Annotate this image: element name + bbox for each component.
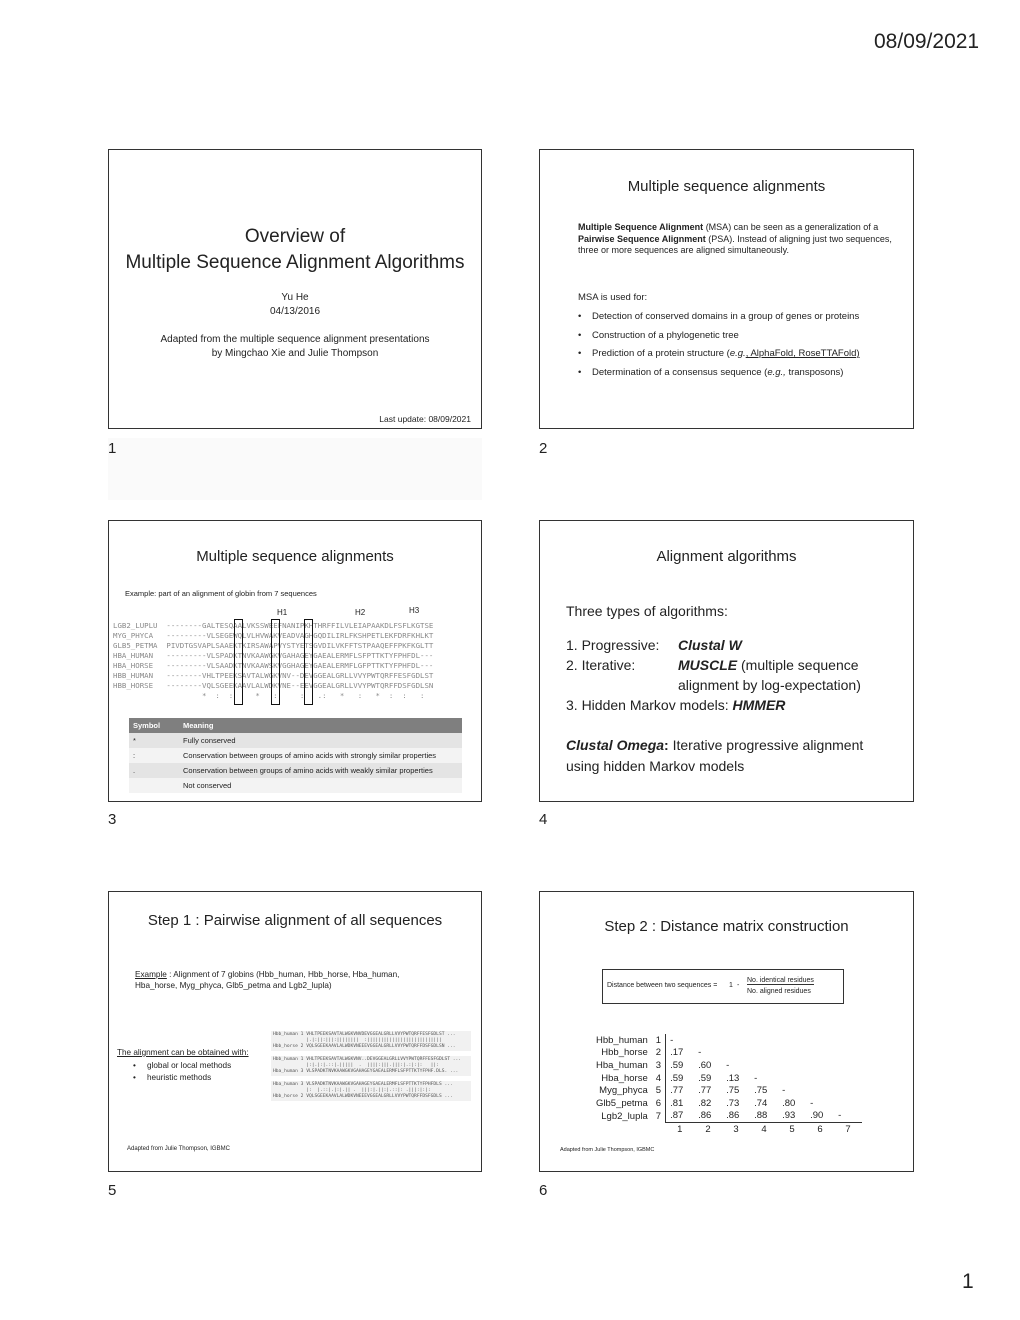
helix-label-h1: H1 — [277, 608, 288, 617]
matrix-cell — [806, 1084, 834, 1097]
helix-label-h3: H3 — [409, 606, 420, 615]
matrix-cell — [750, 1047, 778, 1060]
slide-title-line2: Multiple Sequence Alignment Algorithms — [125, 252, 465, 273]
uses-list — [578, 308, 908, 382]
seq-a: Hba_human 3 VLSPADKTNVKAAWGKVGAHAGEYGAEALERMFLSFPTTKTYFPHFDLS ... — [273, 1082, 453, 1087]
methods-list — [133, 1060, 231, 1084]
sequence-name: MYG_PHYCA — [113, 631, 167, 640]
matrix-cell: - — [782, 1085, 786, 1097]
matrix-row — [592, 1072, 862, 1085]
table-row — [129, 763, 462, 778]
row-label: Myg_phyca — [599, 1085, 648, 1097]
seq-b: Hba_human 3 VLSPADKTNVKAAWGKVGAHAGEYGAEALERMFLSFPTTKTYFPHF.DLS. ... — [273, 1069, 459, 1074]
matrix-row — [592, 1110, 862, 1123]
row-label: Lgb2_lupla — [601, 1110, 648, 1122]
matrix-cell: .75 — [754, 1085, 768, 1097]
row-index: 4 — [652, 1072, 666, 1085]
table-row — [129, 748, 462, 763]
sequence-text: --------VHLTPEEKSAVTALWGKVNV--DEVGGEALGRLLVVYPWTQRFFESFGDLST — [166, 671, 434, 680]
sequence-text: --------GALTESQAALVKSSWEEFNANIPKHTHRFFILVLEIAPAAKDLFSFLKGTSE — [166, 621, 434, 630]
matrix-cell — [834, 1072, 862, 1085]
matrix-cell — [806, 1059, 834, 1072]
matrix-cell: - — [810, 1097, 814, 1109]
matrix-cell: .88 — [754, 1110, 768, 1122]
matrix-cell — [834, 1059, 862, 1072]
example-caption: Example: part of an alignment of globin from 7 sequences — [125, 589, 317, 598]
matrix-row — [592, 1059, 862, 1072]
row-label: Hba_human — [596, 1059, 648, 1071]
slide-number-2: 2 — [539, 440, 548, 457]
matrix-cell — [694, 1034, 722, 1047]
matrix-cell: .87 — [670, 1110, 684, 1122]
list-item: • Prediction of a protein structure (e.g., AlphaFold, RoseTTAFold) — [578, 345, 908, 364]
symbol-legend-table — [129, 718, 462, 793]
matrix-cell — [778, 1072, 806, 1085]
slide-5 — [108, 891, 482, 1172]
slide-4 — [539, 520, 914, 802]
row-label: Glb5_petma — [596, 1097, 648, 1109]
slide-number-5: 5 — [108, 1182, 117, 1199]
matrix-cell — [806, 1047, 834, 1060]
consensus-line: * : : * : : .: * : * : : : — [113, 691, 425, 700]
pairwise-block — [271, 1056, 471, 1076]
slide-number-1: 1 — [108, 440, 117, 457]
row-index: 5 — [652, 1084, 666, 1097]
row-index: 7 — [652, 1110, 666, 1123]
credit: Adapted from Julie Thompson, IGBMC — [560, 1147, 655, 1153]
matrix-cell: .59 — [670, 1059, 684, 1071]
symbol-cell — [129, 778, 179, 793]
matrix-cell: .73 — [726, 1097, 740, 1109]
formula-label: Distance between two sequences = — [607, 982, 718, 989]
column-label: 7 — [834, 1123, 862, 1136]
pairwise-alignments — [271, 1031, 471, 1106]
matrix-cell: .60 — [698, 1059, 712, 1071]
sequence-text: PIVDTGSVAPLSAAEKTKIRSAWAPVYSTYETSGVDILVKFFTSTPAAQEFFPKFKGLTT — [166, 641, 434, 650]
msa-definition — [578, 222, 900, 257]
matrix-cell — [834, 1047, 862, 1060]
matrix-cell: - — [726, 1059, 730, 1071]
matrix-cell: .17 — [670, 1047, 684, 1059]
matrix-cell: .77 — [670, 1085, 684, 1097]
matrix-cell: - — [670, 1034, 674, 1046]
sequence-name: HBB_HUMAN — [113, 671, 167, 680]
formula-numerator: No. identical residues — [747, 977, 814, 984]
example-description: Example : Alignment of 7 globins (Hbb_human, Hbb_horse, Hba_human, Hba_horse, Myg_phyca, Glb5_petma and Lgb2_lupla) — [135, 970, 400, 990]
symbol-cell: : — [129, 748, 179, 763]
row-label: Hbb_human — [596, 1034, 648, 1046]
sequence-name: LGB2_LUPLU — [113, 621, 167, 630]
list-item: • global or local methods — [133, 1060, 231, 1072]
algorithm-list — [566, 635, 906, 715]
matrix-cell — [778, 1034, 806, 1047]
sequence-text: --------VQLSGEEKAAVLALWDKVNE--EEVGGEALGRLLVVYPWTQRFFDSFGDLSN — [166, 681, 434, 690]
slide-title-line1: Overview of — [244, 226, 346, 247]
formula-one: 1 — [729, 982, 733, 989]
matrix-cell — [834, 1097, 862, 1110]
meaning-cell: Fully conserved — [179, 733, 462, 748]
matrix-cell: .82 — [698, 1097, 712, 1109]
matrix-cell — [778, 1047, 806, 1060]
slide-3 — [108, 520, 482, 802]
list-item: • heuristic methods — [133, 1072, 231, 1084]
used-for-label: MSA is used for: — [578, 292, 648, 303]
matrix-cell: .90 — [810, 1110, 824, 1122]
row-index: 3 — [652, 1059, 666, 1072]
column-label: 5 — [778, 1123, 806, 1136]
matrix-cell — [834, 1084, 862, 1097]
sequence-name: GLB5_PETMA — [113, 641, 167, 650]
match-line: |:|.|:|.::|.||||| . ||||:|||.|||:|.:|:|: ||: — [273, 1063, 439, 1068]
matrix-cell — [750, 1059, 778, 1072]
matrix-cell: .59 — [698, 1072, 712, 1084]
distance-formula — [602, 969, 844, 1004]
column-label: 6 — [806, 1123, 834, 1136]
matrix-cell: .74 — [754, 1097, 768, 1109]
symbol-cell: . — [129, 763, 179, 778]
list-item: • Determination of a consensus sequence (e.g., transposons) — [578, 364, 908, 383]
meaning-cell: Conservation between groups of amino acids with strongly similar properties — [179, 748, 462, 763]
row-index: 1 — [652, 1034, 666, 1047]
slide-1 — [108, 149, 482, 429]
pairwise-block — [271, 1081, 471, 1101]
matrix-cell — [806, 1034, 834, 1047]
slide-title: Step 2 : Distance matrix construction — [604, 918, 849, 935]
matrix-row — [592, 1097, 862, 1110]
helix-box — [304, 619, 313, 705]
table-row — [129, 733, 462, 748]
matrix-cell: .81 — [670, 1097, 684, 1109]
list-item: • Construction of a phylogenetic tree — [578, 327, 908, 346]
column-label: 3 — [722, 1123, 750, 1136]
row-index: 2 — [652, 1047, 666, 1060]
matrix-cell: - — [698, 1047, 702, 1059]
matrix-cell: .86 — [698, 1110, 712, 1122]
term-msa: Multiple Sequence Alignment — [578, 222, 704, 232]
column-label: 1 — [666, 1123, 695, 1136]
slide-title: Multiple sequence alignments — [627, 178, 826, 195]
algorithms-intro: Three types of algorithms: — [566, 603, 728, 619]
clustal-omega-note: Clustal Omega: Iterative progressive alignment using hidden Markov models — [566, 737, 864, 774]
adapted-line1: Adapted from the multiple sequence alignment presentations — [160, 334, 430, 345]
page-date: 08/09/2021 — [874, 30, 980, 53]
matrix-cell — [778, 1059, 806, 1072]
slide-number-3: 3 — [108, 811, 117, 828]
column-label: 2 — [694, 1123, 722, 1136]
algorithm-item: 3. Hidden Markov models: HMMER — [566, 697, 786, 713]
matrix-cell — [750, 1034, 778, 1047]
matrix-cell — [834, 1034, 862, 1047]
meaning-cell: Not conserved — [179, 778, 462, 793]
distance-matrix — [592, 1034, 862, 1136]
matrix-cell: .77 — [698, 1085, 712, 1097]
def-text1: (MSA) can be seen as a generalization of a — [703, 222, 879, 232]
sequence-name: HBA_HORSE — [113, 661, 167, 670]
helix-box — [271, 619, 280, 705]
row-label: Hbb_horse — [601, 1047, 648, 1059]
matrix-row — [592, 1034, 862, 1047]
matrix-cell — [722, 1047, 750, 1060]
seq-a: Hbb_human 1 VHLTPEEKSAVTALWGKVNV..DEVGGEALGRLLVVYPWTQRFFESFGDLST ... — [273, 1057, 462, 1062]
matrix-cell: .93 — [782, 1110, 796, 1122]
notes-area — [108, 438, 482, 500]
matrix-cell: - — [838, 1110, 842, 1122]
list-item: • Detection of conserved domains in a group of genes or proteins — [578, 308, 908, 327]
table-header: Meaning — [179, 718, 462, 733]
formula-denominator: No. aligned residues — [747, 988, 811, 995]
seq-b: Hbb_horse 2 VQLSGEEKAAVLALWDKVNEEEVGGEALGRLLVVYPWTQRFFDSFGDLSN ... — [273, 1044, 456, 1049]
matrix-cell — [806, 1072, 834, 1085]
matrix-cell: .13 — [726, 1072, 740, 1084]
last-update: Last update: 08/09/2021 — [379, 414, 471, 424]
slide-number-6: 6 — [539, 1182, 548, 1199]
column-labels-row — [592, 1123, 862, 1136]
match-line: |: |.::|.|:|.|| . |||:|.||:|.::|: .|||:|:|: — [273, 1088, 431, 1093]
row-index: 6 — [652, 1097, 666, 1110]
meaning-cell: Conservation between groups of amino acids with weakly similar properties — [179, 763, 462, 778]
def-text2: (PSA). Instead of aligning just two sequences, three or more sequences are aligned simultaneously. — [578, 233, 892, 255]
matrix-cell: - — [754, 1072, 758, 1084]
seq-a: Hbb_human 1 VHLTPEEKSAVTALWGKVNVDEVGGEALGRLLVVYPWTQRFFESFGDLST ... — [273, 1032, 456, 1037]
page-number: 1 — [962, 1270, 974, 1293]
slide-number-4: 4 — [539, 811, 548, 828]
sequence-name: HBB_HORSE — [113, 681, 167, 690]
table-header: Symbol — [129, 718, 179, 733]
slide-title: Alignment algorithms — [656, 548, 797, 565]
presentation-date: 04/13/2016 — [269, 306, 321, 317]
helix-box — [234, 619, 243, 705]
matrix-row — [592, 1047, 862, 1060]
column-label: 4 — [750, 1123, 778, 1136]
algorithm-item-continued: alignment by log-expectation) — [678, 677, 861, 693]
matrix-cell: .86 — [726, 1110, 740, 1122]
matrix-row — [592, 1084, 862, 1097]
seq-b: Hbb_horse 2 VQLSGEEKAAVLALWDKVNEEEVGGEALGRLLVVYPWTQRFFDSFGDLS ... — [273, 1094, 453, 1099]
symbol-cell: * — [129, 733, 179, 748]
helix-label-h2: H2 — [355, 608, 366, 617]
sequence-text: ---------VLSPADKTNVKAAWGKVGAHAGEYGAEALERMFLSFPTTKTYFPHFDL--- — [166, 651, 434, 660]
methods-heading: The alignment can be obtained with: — [117, 1048, 249, 1057]
matrix-cell: .75 — [726, 1085, 740, 1097]
slide-title: Multiple sequence alignments — [196, 548, 394, 565]
sequence-text: ---------VLSAADKTNVKAAWSKVGGHAGEYGAEALERMFLGFPTTKTYFPHFDL--- — [166, 661, 434, 670]
credit: Adapted from Julie Thompson, IGBMC — [127, 1146, 230, 1152]
table-row — [129, 778, 462, 793]
term-psa: Pairwise Sequence Alignment — [578, 233, 706, 244]
algorithm-item: 1. Progressive: Clustal W — [566, 637, 742, 653]
adapted-line2: by Mingchao Xie and Julie Thompson — [211, 348, 379, 359]
sequence-text: ---------VLSEGEWQLVLHVWAKVEADVAGHGQDILIRLFKSHPETLEKFDRFKHLKT — [166, 631, 434, 640]
matrix-cell — [722, 1034, 750, 1047]
algorithm-item: 2. Iterative: MUSCLE (multiple sequence — [566, 657, 859, 673]
formula-minus: - — [737, 982, 740, 989]
author: Yu He — [281, 292, 309, 303]
matrix-cell: .59 — [670, 1072, 684, 1084]
slide-2 — [539, 149, 914, 429]
match-line: |.|:||:|||:|||||||| :||||||||||||||||||||||||||| — [273, 1038, 442, 1043]
sequence-name: HBA_HUMAN — [113, 651, 167, 660]
slide-title: Step 1 : Pairwise alignment of all sequences — [147, 912, 443, 929]
slide-6 — [539, 891, 914, 1172]
matrix-cell: .80 — [782, 1097, 796, 1109]
row-label: Hba_horse — [601, 1072, 648, 1084]
pairwise-block — [271, 1031, 471, 1051]
